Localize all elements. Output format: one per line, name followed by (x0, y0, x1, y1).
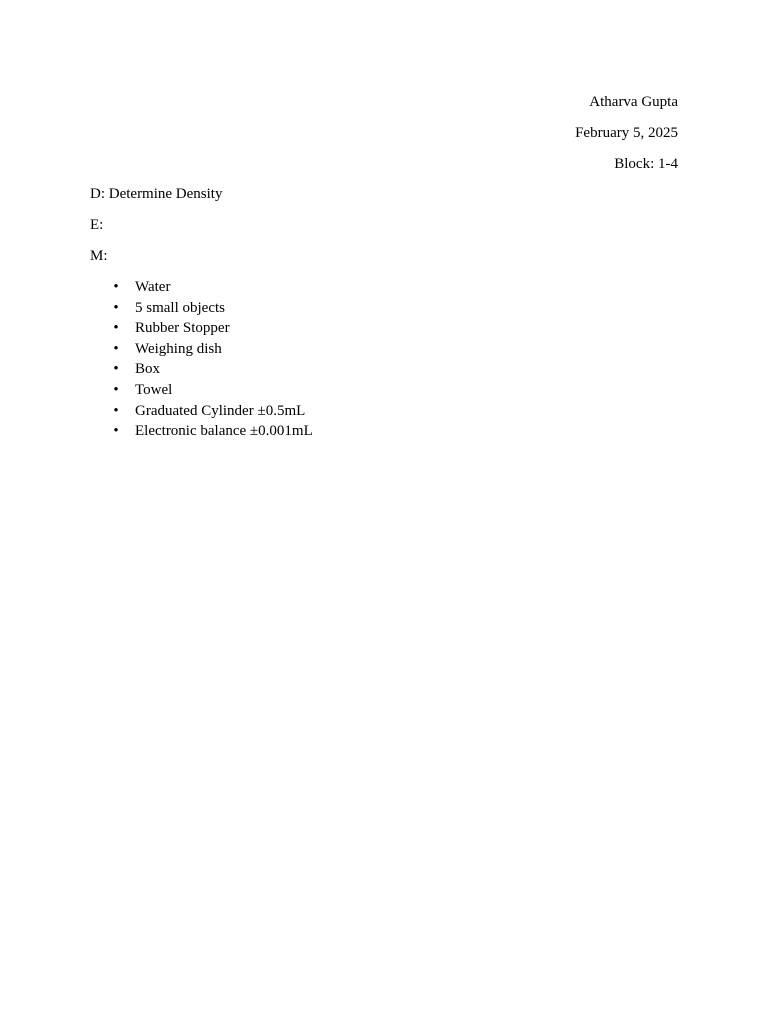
document-date: February 5, 2025 (575, 125, 678, 141)
list-item (90, 380, 678, 401)
materials-list (90, 277, 678, 442)
list-item-text: Towel (135, 381, 173, 398)
block-label: Block: 1-4 (614, 156, 678, 172)
list-item (90, 401, 678, 422)
list-item-text: Rubber Stopper (135, 320, 230, 337)
bullet-icon: • (113, 279, 119, 295)
section-m: M: (90, 248, 108, 264)
list-item-text: Box (135, 361, 161, 378)
header-block (575, 92, 678, 185)
bullet-icon: • (113, 320, 119, 337)
list-item (90, 359, 678, 380)
list-item-text: Graduated Cylinder ±0.5mL (135, 402, 306, 419)
section-e: E: (90, 217, 104, 233)
list-item (90, 318, 678, 339)
list-item-text: Water (135, 279, 171, 295)
bullet-icon: • (113, 361, 119, 378)
bullet-icon: • (113, 423, 119, 440)
document-body (90, 184, 678, 442)
bullet-icon: • (113, 340, 119, 357)
list-item (90, 339, 678, 360)
bullet-icon: • (113, 381, 119, 398)
list-item-text: Weighing dish (135, 340, 222, 357)
list-item (90, 277, 678, 298)
bullet-icon: • (113, 299, 119, 316)
bullet-icon: • (113, 402, 119, 419)
author-name: Atharva Gupta (589, 94, 678, 110)
list-item (90, 421, 678, 442)
list-item-text: 5 small objects (135, 299, 225, 316)
list-item (90, 298, 678, 319)
list-item-text: Electronic balance ±0.001mL (135, 423, 313, 440)
section-d: D: Determine Density (90, 186, 223, 202)
